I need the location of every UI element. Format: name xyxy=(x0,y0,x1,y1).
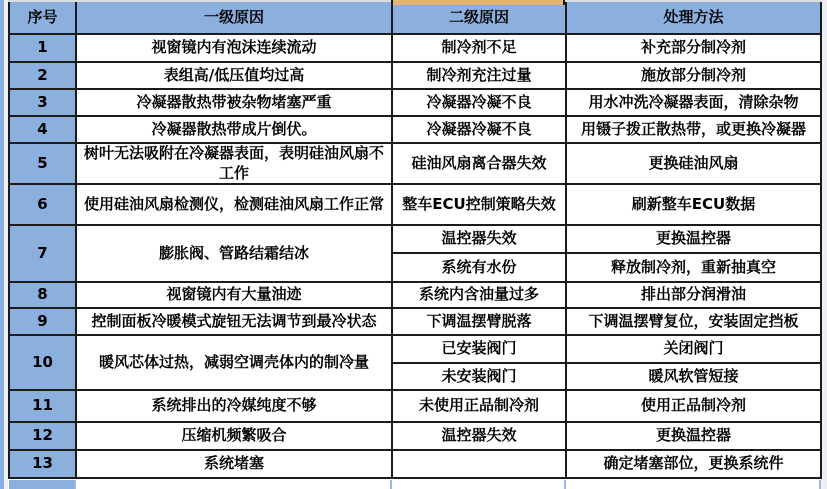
table-row xyxy=(9,390,821,422)
cell-cause1[interactable]: 压缩机频繁吸合 xyxy=(76,422,392,450)
cell-method[interactable]: 排出部分润滑油 xyxy=(566,282,821,308)
cell-method[interactable]: 用镊子拨正散热带，或更换冷凝器 xyxy=(566,116,821,143)
cell-cause1[interactable]: 树叶无法吸附在冷凝器表面，表明硅油风扇不工作 xyxy=(76,143,392,184)
cell-cause2[interactable]: 系统内含油量过多 xyxy=(392,282,566,308)
table-row xyxy=(9,184,821,225)
cell-cause2[interactable]: 整车ECU控制策略失效 xyxy=(392,184,566,225)
cell-no[interactable]: 12 xyxy=(9,422,76,450)
cell-cause1[interactable]: 冷凝器散热带成片倒伏。 xyxy=(76,116,392,143)
cell-cause2[interactable]: 冷凝器冷凝不良 xyxy=(392,116,566,143)
cell-cause1[interactable]: 表组高/低压值均过高 xyxy=(76,62,392,89)
cell-method[interactable]: 关闭阀门 xyxy=(566,335,821,363)
table-row xyxy=(9,225,821,253)
cell-no[interactable]: 13 xyxy=(9,450,76,478)
cell-cause2[interactable]: 制冷剂不足 xyxy=(392,34,566,62)
header-cell-no[interactable]: 序号 xyxy=(9,2,76,34)
cell-cause1[interactable]: 冷凝器散热带被杂物堵塞严重 xyxy=(76,89,392,116)
cell-no[interactable]: 8 xyxy=(9,282,76,308)
cell-method[interactable]: 更换温控器 xyxy=(566,422,821,450)
cell-method[interactable]: 更换温控器 xyxy=(566,225,821,253)
cell-no[interactable]: 2 xyxy=(9,62,76,89)
cell-no[interactable]: 5 xyxy=(9,143,76,184)
cell-no[interactable]: 7 xyxy=(9,225,76,282)
partial-bottom-row-number-cell xyxy=(9,480,74,489)
cell-cause1[interactable]: 控制面板冷暖模式旋钮无法调节到最冷状态 xyxy=(76,308,392,335)
cell-cause2[interactable]: 下调温摆臂脱落 xyxy=(392,308,566,335)
partial-bottom-gridline xyxy=(390,480,392,489)
cell-method[interactable]: 确定堵塞部位，更换系统件 xyxy=(566,450,821,478)
cell-method[interactable]: 刷新整车ECU数据 xyxy=(566,184,821,225)
cell-method[interactable]: 暖风软管短接 xyxy=(566,363,821,390)
table-row xyxy=(9,282,821,308)
cell-cause2[interactable]: 未安装阀门 xyxy=(392,363,566,390)
cell-no[interactable]: 3 xyxy=(9,89,76,116)
cell-method[interactable]: 用水冲洗冷凝器表面，清除杂物 xyxy=(566,89,821,116)
cell-cause1[interactable]: 视窗镜内有大量油迹 xyxy=(76,282,392,308)
table-row xyxy=(9,34,821,62)
cell-cause2[interactable]: 制冷剂充注过量 xyxy=(392,62,566,89)
cell-cause2[interactable]: 系统有水份 xyxy=(392,253,566,282)
cell-cause2[interactable]: 硅油风扇离合器失效 xyxy=(392,143,566,184)
table-row xyxy=(9,450,821,478)
cell-no[interactable]: 10 xyxy=(9,335,76,390)
cell-cause2[interactable]: 冷凝器冷凝不良 xyxy=(392,89,566,116)
cell-cause2[interactable]: 未使用正品制冷剂 xyxy=(392,390,566,422)
cell-method[interactable]: 更换硅油风扇 xyxy=(566,143,821,184)
header-cell-cause1[interactable]: 一级原因 xyxy=(76,2,392,34)
table-row xyxy=(9,335,821,363)
cell-method[interactable]: 施放部分制冷剂 xyxy=(566,62,821,89)
table-row xyxy=(9,143,821,184)
table-row xyxy=(9,62,821,89)
table-row xyxy=(9,116,821,143)
header-cell-method[interactable]: 处理方法 xyxy=(566,2,821,34)
troubleshooting-table xyxy=(8,2,822,479)
header-cell-cause2[interactable]: 二级原因 xyxy=(392,2,566,34)
cell-no[interactable]: 6 xyxy=(9,184,76,225)
table-row xyxy=(9,308,821,335)
cell-cause2[interactable] xyxy=(392,450,566,478)
cell-no[interactable]: 9 xyxy=(9,308,76,335)
partial-bottom-gridline xyxy=(564,480,566,489)
table-row xyxy=(9,89,821,116)
column-highlight-strip xyxy=(391,0,565,5)
table-row xyxy=(9,422,821,450)
cell-cause2[interactable]: 已安装阀门 xyxy=(392,335,566,363)
cell-method[interactable]: 使用正品制冷剂 xyxy=(566,390,821,422)
cell-cause2[interactable]: 温控器失效 xyxy=(392,422,566,450)
cell-cause2[interactable]: 温控器失效 xyxy=(392,225,566,253)
cell-method[interactable]: 释放制冷剂，重新抽真空 xyxy=(566,253,821,282)
partial-bottom-gridline xyxy=(74,480,76,489)
partial-bottom-gridline xyxy=(819,480,821,489)
cell-cause1[interactable]: 使用硅油风扇检测仪，检测硅油风扇工作正常 xyxy=(76,184,392,225)
cell-no[interactable]: 4 xyxy=(9,116,76,143)
cell-cause1[interactable]: 系统堵塞 xyxy=(76,450,392,478)
cell-cause1[interactable]: 膨胀阀、管路结霜结冰 xyxy=(76,225,392,282)
cell-cause1[interactable]: 视窗镜内有泡沫连续流动 xyxy=(76,34,392,62)
cell-cause1[interactable]: 系统排出的冷媒纯度不够 xyxy=(76,390,392,422)
cell-method[interactable]: 下调温摆臂复位，安装固定挡板 xyxy=(566,308,821,335)
cell-cause1[interactable]: 暖风芯体过热，减弱空调壳体内的制冷量 xyxy=(76,335,392,390)
header-row xyxy=(9,2,821,34)
cell-no[interactable]: 1 xyxy=(9,34,76,62)
cell-method[interactable]: 补充部分制冷剂 xyxy=(566,34,821,62)
cell-no[interactable]: 11 xyxy=(9,390,76,422)
